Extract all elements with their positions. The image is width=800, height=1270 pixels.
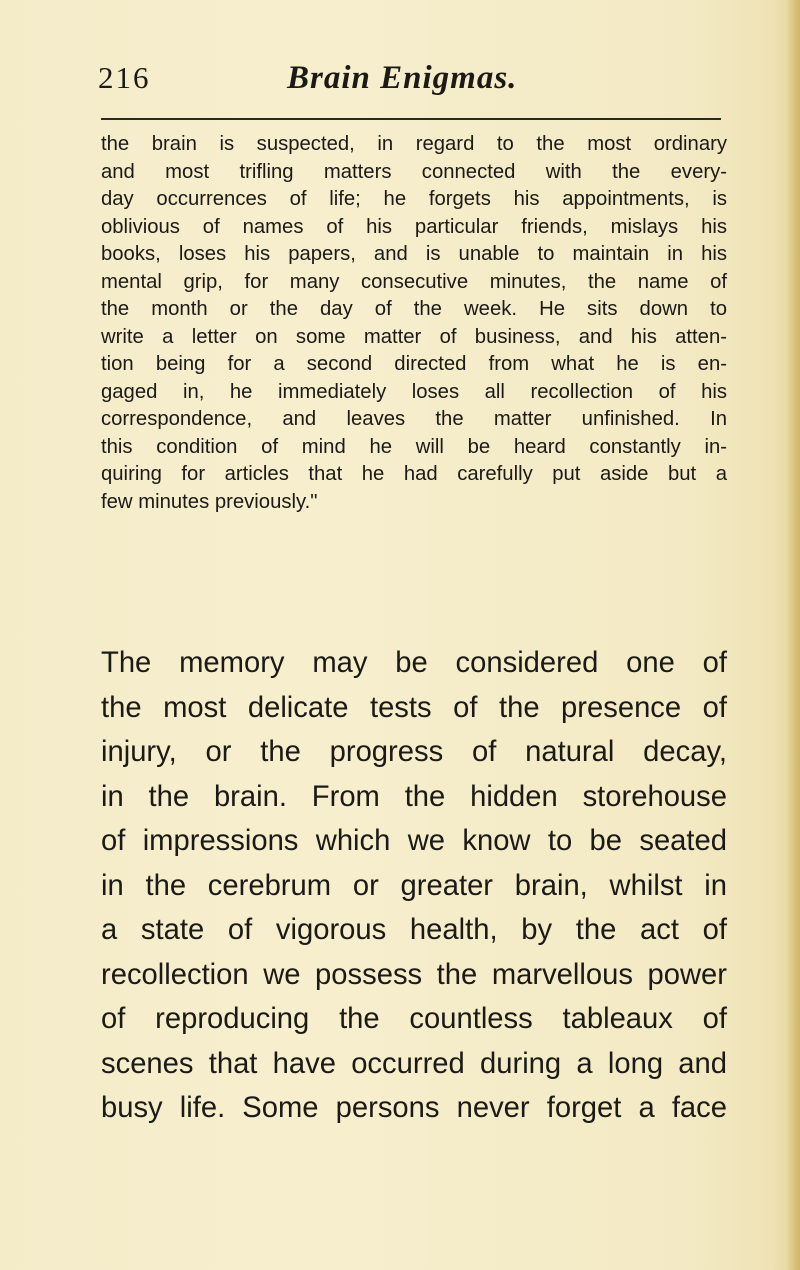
text-line: scenes that have occurred during a long and bbox=[101, 1047, 727, 1080]
text-line: this condition of mind he will be heard constantly in- bbox=[101, 435, 727, 458]
text-line: books, loses his papers, and is unable to maintain in his bbox=[101, 243, 727, 265]
text-line: busy life. Some persons never forget a face bbox=[101, 1092, 727, 1124]
text-line: tion being for a second directed from what he is en- bbox=[101, 353, 727, 375]
quoted-passage bbox=[101, 131, 727, 516]
text-line: day occurrences of life; he forgets his appointments, is bbox=[101, 188, 727, 210]
text-line: few minutes previously." bbox=[101, 490, 318, 513]
text-line: a state of vigorous health, by the act of bbox=[101, 914, 727, 946]
text-line: correspondence, and leaves the matter unfinished. In bbox=[101, 408, 727, 430]
page-edge-shadow bbox=[786, 0, 800, 1270]
text-line: recollection we possess the marvellous power bbox=[101, 958, 727, 991]
text-line: of impressions which we know to be seated bbox=[101, 825, 727, 857]
page-number: 216 bbox=[98, 60, 151, 95]
text-line: the month or the day of the week. He sits down to bbox=[101, 298, 727, 320]
text-line: in the cerebrum or greater brain, whilst in bbox=[101, 869, 727, 902]
text-line: The memory may be considered one of bbox=[101, 647, 727, 679]
text-line: injury, or the progress of natural decay, bbox=[101, 736, 727, 768]
text-line: the brain is suspected, in regard to the most ordinary bbox=[101, 133, 727, 155]
header-rule bbox=[101, 118, 721, 120]
running-head bbox=[0, 60, 800, 110]
text-line: and most trifling matters connected with the every- bbox=[101, 160, 727, 183]
text-line: the most delicate tests of the presence of bbox=[101, 691, 727, 724]
text-line: quiring for articles that he had carefully put aside but a bbox=[101, 463, 727, 485]
text-line: oblivious of names of his particular friends, mislays his bbox=[101, 215, 727, 238]
text-line: gaged in, he immediately loses all recollection of his bbox=[101, 380, 727, 403]
text-line: in the brain. From the hidden storehouse bbox=[101, 780, 727, 813]
text-line: write a letter on some matter of business, and his atten- bbox=[101, 325, 727, 348]
text-line: mental grip, for many consecutive minutes, the name of bbox=[101, 270, 727, 293]
text-line: of reproducing the countless tableaux of bbox=[101, 1003, 727, 1035]
running-title: Brain Enigmas. bbox=[287, 60, 518, 96]
body-paragraph bbox=[101, 641, 727, 1131]
